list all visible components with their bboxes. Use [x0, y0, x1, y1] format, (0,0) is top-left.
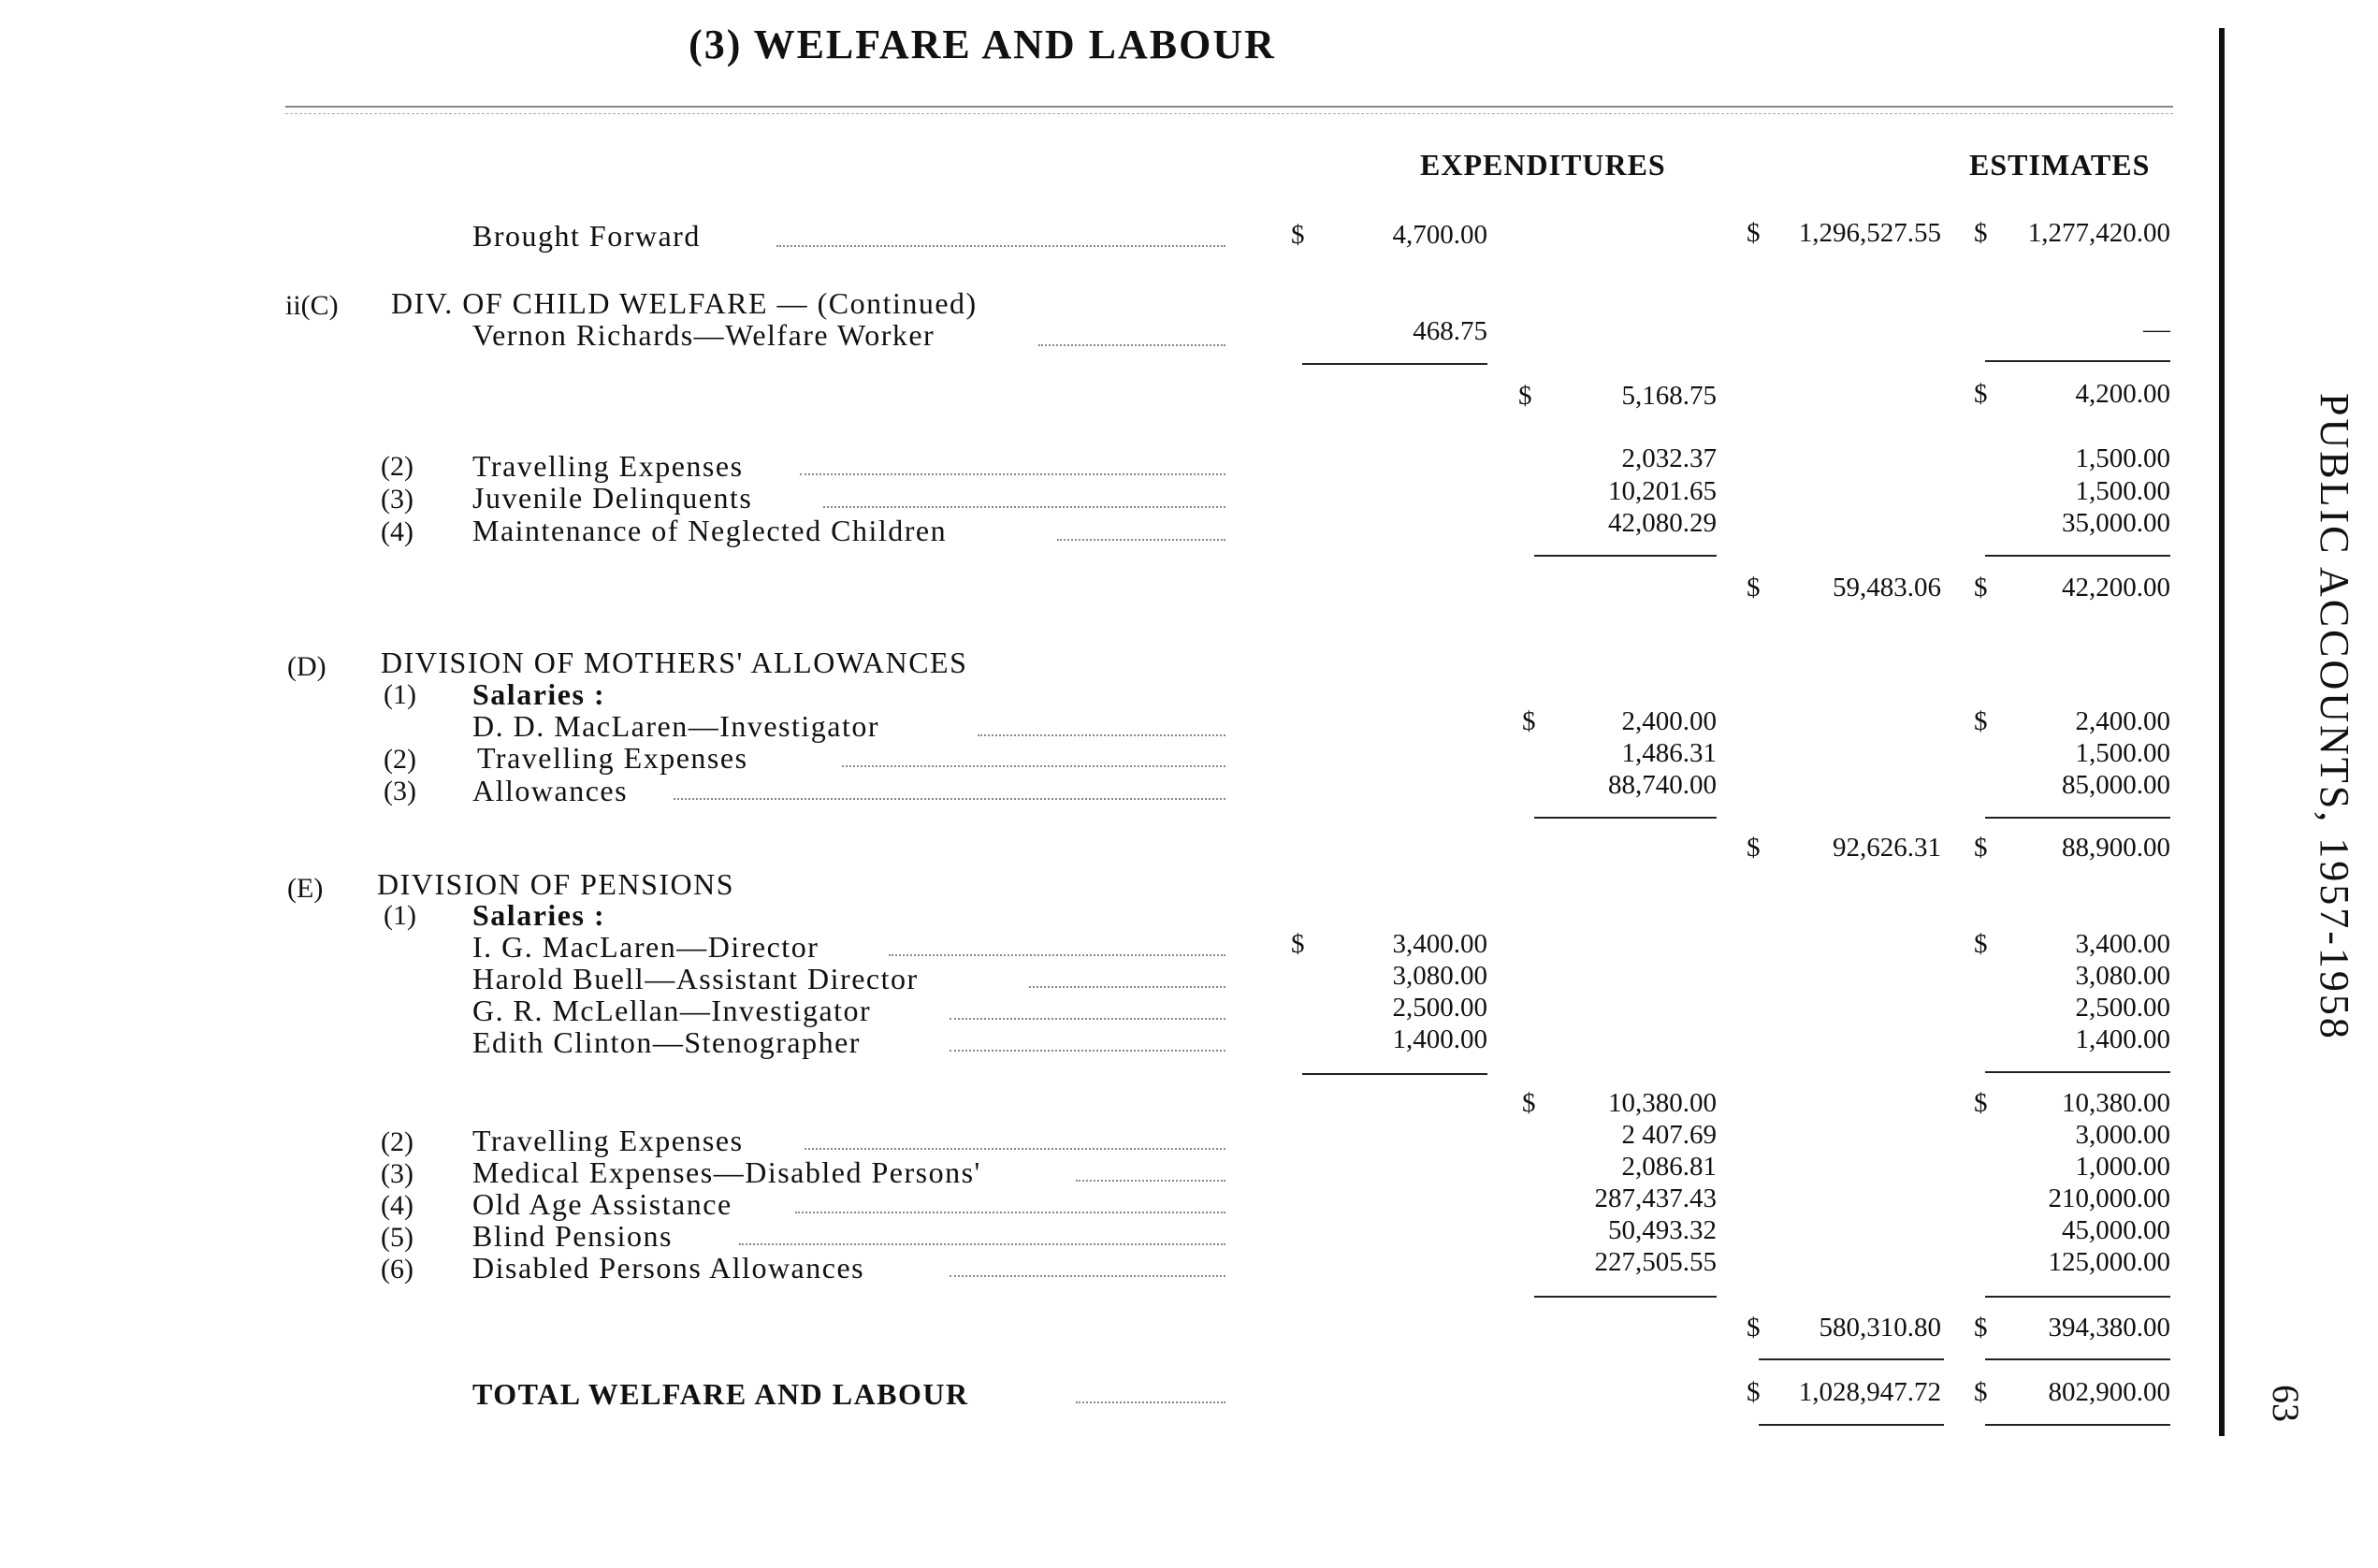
line-item-exp: 42,080.29	[1608, 508, 1717, 538]
line-item-label: Old Age Assistance	[472, 1187, 732, 1221]
subtotal-rule	[1534, 817, 1717, 819]
dollar-sign: $	[1518, 381, 1532, 411]
dollar-sign: $	[1747, 1377, 1761, 1407]
title-rule	[285, 106, 2173, 108]
subtotal-rule	[1302, 1073, 1487, 1075]
leader-dots	[800, 473, 1225, 475]
salary-estimate: 3,400.00	[2075, 929, 2170, 959]
total-rule	[1985, 1358, 2170, 1360]
line-item-estimate: 210,000.00	[2048, 1183, 2170, 1213]
salary-exp: 3,080.00	[1392, 961, 1487, 991]
line-item-exp: 1,486.31	[1621, 738, 1717, 768]
section-total: 92,626.31	[1833, 833, 1941, 863]
line-item-exp: 2,032.37	[1621, 443, 1717, 473]
leader-dots	[842, 765, 1225, 767]
brought-forward-exp: 4,700.00	[1392, 220, 1487, 250]
brought-forward-estimate: 1,277,420.00	[2027, 218, 2170, 248]
total-rule	[1985, 1424, 2170, 1426]
item-number: (2)	[381, 1126, 413, 1157]
line-item-exp: 2 407.69	[1621, 1120, 1717, 1150]
line-item-label: Travelling Expenses	[477, 741, 748, 775]
title-rule-dashed	[285, 113, 2173, 114]
dollar-sign: $	[1747, 1313, 1761, 1343]
leader-dots	[739, 1243, 1225, 1245]
dollar-sign: $	[1974, 1313, 1988, 1343]
line-item-label: Medical Expenses—Disabled Persons'	[472, 1155, 981, 1189]
leader-dots	[1038, 344, 1225, 346]
leader-dots	[889, 954, 1225, 956]
total-rule	[1759, 1424, 1944, 1426]
item-number: (2)	[384, 744, 416, 775]
item-number: (4)	[381, 516, 413, 547]
brought-forward-label: Brought Forward	[472, 219, 701, 253]
leader-dots	[950, 1275, 1225, 1277]
item-number: (2)	[381, 451, 413, 482]
total-rule	[1759, 1358, 1944, 1360]
item-number: (4)	[381, 1190, 413, 1221]
section-estimate-total: 42,200.00	[2062, 573, 2170, 603]
line-item-label: Maintenance of Neglected Children	[472, 514, 948, 547]
subtotal-estimate: 10,380.00	[2062, 1088, 2170, 1118]
salary-exp: 2,500.00	[1392, 993, 1487, 1023]
leader-dots	[776, 245, 1225, 247]
subtotal-estimate: 4,200.00	[2075, 379, 2170, 409]
line-item-exp: 50,493.32	[1608, 1215, 1717, 1245]
line-item-estimate: 1,500.00	[2075, 738, 2170, 768]
dollar-sign: $	[1291, 929, 1305, 959]
dollar-sign: $	[1974, 1088, 1988, 1118]
dollar-sign: $	[1747, 573, 1761, 603]
item-number: (6)	[381, 1254, 413, 1285]
subtotal-rule	[1534, 1296, 1717, 1298]
line-item-exp: 88,740.00	[1608, 770, 1717, 800]
subtotal-value: 5,168.75	[1621, 381, 1717, 411]
grand-total-exp: 1,028,947.72	[1798, 1377, 1941, 1407]
subtotal-rule	[1985, 555, 2170, 557]
line-item-exp: 2,400.00	[1621, 706, 1717, 736]
subtotal-rule	[1985, 817, 2170, 819]
leader-dots	[805, 1148, 1225, 1150]
subtotal-rule	[1534, 555, 1717, 557]
item-number: (3)	[384, 776, 416, 806]
dollar-sign: $	[1974, 573, 1988, 603]
dollar-sign: $	[1747, 218, 1761, 248]
line-item-estimate: 3,000.00	[2075, 1120, 2170, 1150]
salary-estimate: 1,400.00	[2075, 1024, 2170, 1054]
section-code: (E)	[287, 873, 324, 904]
line-item-label: G. R. McLellan—Investigator	[472, 994, 872, 1027]
subtotal-rule	[1985, 1296, 2170, 1298]
line-item-exp: 10,201.65	[1608, 476, 1717, 506]
item-number: (5)	[381, 1222, 413, 1253]
subtotal-rule	[1985, 360, 2170, 362]
line-item-label: Vernon Richards—Welfare Worker	[472, 318, 935, 352]
section-heading: DIVISION OF PENSIONS	[377, 867, 735, 901]
grand-total-estimate: 802,900.00	[2048, 1377, 2170, 1407]
section-code: ii(C)	[285, 290, 339, 321]
line-item-exp: 227,505.55	[1594, 1247, 1717, 1277]
item-number: (3)	[381, 484, 413, 515]
line-item-label: Blind Pensions	[472, 1219, 673, 1253]
subtotal-value: 10,380.00	[1608, 1088, 1717, 1118]
leader-dots	[823, 506, 1225, 508]
line-item-label: D. D. MacLaren—Investigator	[472, 709, 880, 743]
section-estimate-total: 394,380.00	[2048, 1313, 2170, 1343]
leader-dots	[1076, 1180, 1225, 1182]
line-item-estimate: 125,000.00	[2048, 1247, 2170, 1277]
line-item-estimate: —	[2143, 314, 2170, 344]
line-item-label: Allowances	[472, 774, 629, 807]
line-item-label: Travelling Expenses	[472, 449, 744, 483]
section-estimate-total: 88,900.00	[2062, 833, 2170, 863]
line-item-label: Travelling Expenses	[472, 1124, 744, 1157]
line-item-estimate: 1,500.00	[2075, 443, 2170, 473]
line-item-estimate: 45,000.00	[2062, 1215, 2170, 1245]
line-item-estimate: 35,000.00	[2062, 508, 2170, 538]
section-heading: DIVISION OF MOTHERS' ALLOWANCES	[381, 646, 968, 679]
line-item-estimate: 1,000.00	[2075, 1152, 2170, 1182]
section-code: (D)	[287, 651, 326, 682]
item-number: (1)	[384, 679, 416, 710]
grand-total-label: TOTAL WELFARE AND LABOUR	[472, 1377, 969, 1411]
salaries-label: Salaries :	[472, 677, 606, 711]
leader-dots	[950, 1018, 1225, 1020]
subtotal-rule	[1985, 1071, 2170, 1073]
page-title: (3) WELFARE AND LABOUR	[689, 22, 1276, 67]
dollar-sign: $	[1291, 220, 1305, 250]
dollar-sign: $	[1974, 833, 1988, 863]
item-number: (3)	[381, 1158, 413, 1189]
dollar-sign: $	[1747, 833, 1761, 863]
subtotal-rule	[1302, 363, 1487, 365]
margin-rule	[2219, 28, 2225, 1436]
running-title: PUBLIC ACCOUNTS, 1957-1958	[2312, 393, 2357, 1041]
leader-dots	[950, 1050, 1225, 1052]
leader-dots	[1057, 539, 1225, 541]
salary-estimate: 2,500.00	[2075, 993, 2170, 1023]
item-number: (1)	[384, 900, 416, 931]
leader-dots	[1076, 1401, 1225, 1403]
line-item-label: Disabled Persons Allowances	[472, 1251, 865, 1285]
salary-exp: 3,400.00	[1392, 929, 1487, 959]
dollar-sign: $	[1974, 1377, 1988, 1407]
salary-estimate: 3,080.00	[2075, 961, 2170, 991]
dollar-sign: $	[1522, 706, 1536, 736]
line-item-label: Harold Buell—Assistant Director	[472, 962, 919, 995]
line-item-label: Juvenile Delinquents	[472, 481, 753, 515]
leader-dots	[795, 1212, 1225, 1213]
line-item-label: I. G. MacLaren—Director	[472, 930, 819, 964]
line-item-exp: 2,086.81	[1621, 1152, 1717, 1182]
dollar-sign: $	[1974, 706, 1988, 736]
salaries-label: Salaries :	[472, 898, 606, 932]
leader-dots	[1029, 986, 1225, 988]
leader-dots	[674, 798, 1225, 800]
line-item-label: Edith Clinton—Stenographer	[472, 1025, 861, 1059]
line-item-estimate: 2,400.00	[2075, 706, 2170, 736]
estimates-heading: ESTIMATES	[1969, 148, 2151, 181]
dollar-sign: $	[1974, 929, 1988, 959]
line-item-exp: 468.75	[1413, 316, 1487, 346]
line-item-estimate: 1,500.00	[2075, 476, 2170, 506]
section-heading: DIV. OF CHILD WELFARE — (Continued)	[391, 286, 978, 320]
expenditures-heading: EXPENDITURES	[1420, 148, 1666, 181]
line-item-exp: 287,437.43	[1594, 1183, 1717, 1213]
dollar-sign: $	[1974, 379, 1988, 409]
page-number: 63	[2265, 1385, 2307, 1422]
salary-exp: 1,400.00	[1392, 1024, 1487, 1054]
section-total: 580,310.80	[1819, 1313, 1941, 1343]
dollar-sign: $	[1522, 1088, 1536, 1118]
section-total: 59,483.06	[1833, 573, 1941, 603]
dollar-sign: $	[1974, 218, 1988, 248]
line-item-estimate: 85,000.00	[2062, 770, 2170, 800]
leader-dots	[978, 734, 1225, 736]
brought-forward-total: 1,296,527.55	[1798, 218, 1941, 248]
